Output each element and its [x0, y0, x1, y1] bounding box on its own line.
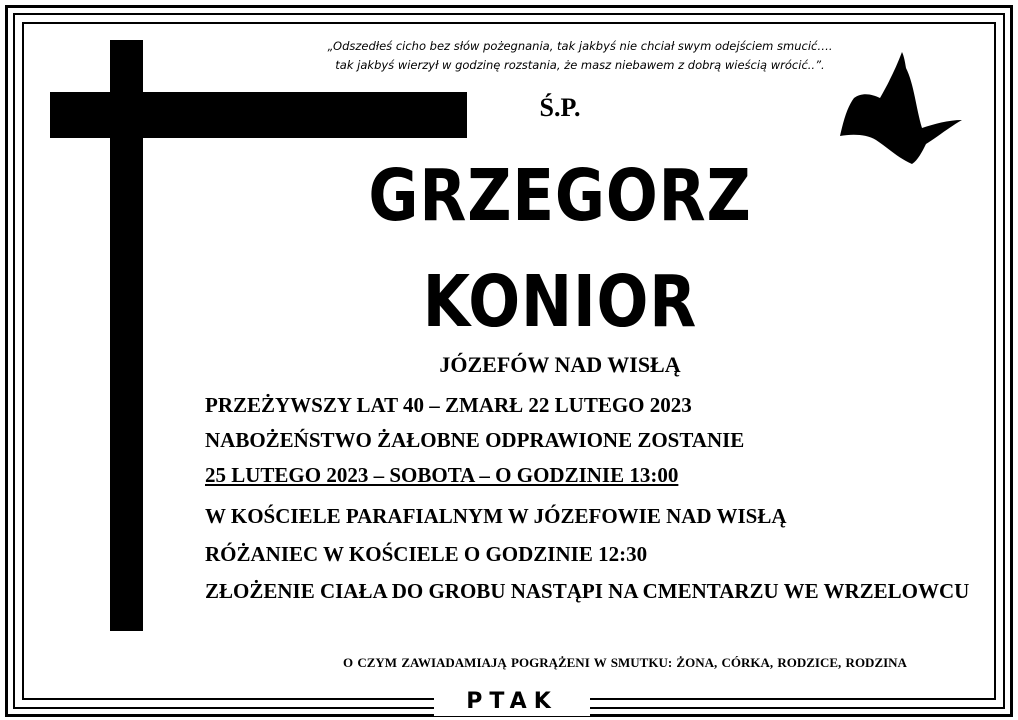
- quote-line-2: tak jakbyś wierzył w godzinę rozstania, że masz niebawem z dobrą wieścią wrócić..”.: [335, 58, 825, 72]
- first-name: GRZEGORZ: [368, 154, 752, 237]
- detail-line-service: NABOŻEŃSTWO ŻAŁOBNE ODPRAWIONE ZOSTANIE: [205, 428, 745, 452]
- detail-line-burial: ZŁOŻENIE CIAŁA DO GROBU NASTĄPI NA CMENTARZU WE WRZELOWCU: [205, 579, 970, 603]
- detail-line-church: W KOŚCIELE PARAFIALNYM W JÓZEFOWIE NAD WISŁĄ: [205, 504, 787, 528]
- detail-line-date-time: 25 LUTEGO 2023 – SOBOTA – O GODZINIE 13:00: [205, 463, 679, 487]
- mourners-notice: O CZYM ZAWIADAMIAJĄ POGRĄŻENI W SMUTKU: ŻONA, CÓRKA, RODZICE, RODZINA: [343, 655, 907, 670]
- dove-icon: [836, 48, 966, 170]
- detail-line-age-death: PRZEŻYWSZY LAT 40 – ZMARŁ 22 LUTEGO 2023: [205, 393, 692, 417]
- hometown: JÓZEFÓW NAD WISŁĄ: [439, 352, 681, 377]
- memorial-quote: [300, 37, 860, 75]
- last-name: KONIOR: [422, 260, 698, 343]
- cross-horizontal-beam: [50, 92, 467, 138]
- brand-label: PTAK: [434, 688, 590, 716]
- detail-line-rosary: RÓŻANIEC W KOŚCIELE O GODZINIE 12:30: [205, 542, 648, 566]
- quote-line-1: „Odszedłeś cicho bez słów pożegnania, tak jakbyś nie chciał swym odejściem smucić….: [327, 39, 833, 53]
- honorific: Ś.P.: [539, 93, 581, 122]
